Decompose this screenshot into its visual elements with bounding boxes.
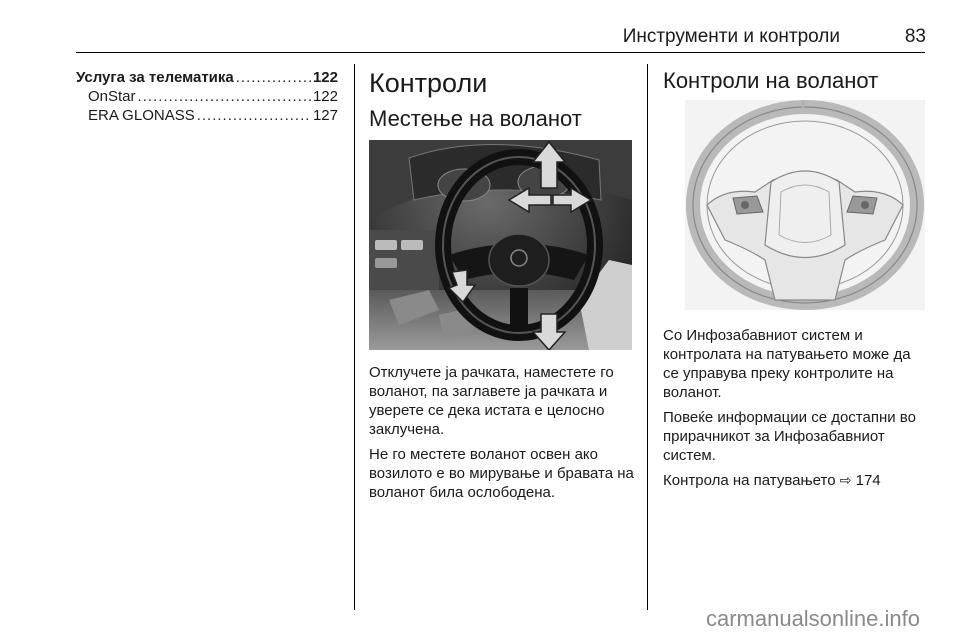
subsection-title: Местење на воланот (369, 106, 582, 131)
section-title: Контроли (369, 68, 488, 98)
paragraph: Не го местете воланот освен ако возилото е во мирување и бравата на воланот била ослободена. (369, 446, 634, 501)
header-rule (76, 52, 925, 53)
reference-text: Контрола на патувањето (663, 472, 836, 489)
page-number: 83 (904, 26, 926, 47)
toc-page-number: 127 (312, 107, 338, 124)
reference-page: 174 (855, 472, 881, 489)
watermark: carmanualsonline.info (705, 606, 920, 631)
steering-adjustment-text (369, 363, 635, 508)
toc-item-onstar[interactable] (76, 87, 338, 106)
toc-leader-dots (197, 106, 311, 125)
page-reference-icon: ⇨ (839, 472, 852, 488)
steering-adjustment-photo (369, 140, 632, 350)
toc-label: OnStar (88, 88, 136, 105)
steering-controls-text (663, 326, 929, 496)
toc-label: ERA GLONASS (88, 107, 195, 124)
paragraph: Повеќе информации се достапни во прирачникот за Инфозабавниот систем. (663, 409, 916, 464)
toc-page-number: 122 (312, 88, 338, 105)
toc-label: Услуга за телематика (76, 69, 234, 86)
paragraph: Со Инфозабавниот систем и контролата на патувањето може да се управува преку контролите на воланот. (663, 327, 911, 401)
cruise-control-reference[interactable] (663, 471, 929, 490)
column-divider-2 (647, 64, 648, 610)
steering-adjustment-illustration (369, 140, 632, 350)
table-of-contents (76, 68, 338, 125)
steering-wheel-illustration (685, 100, 925, 310)
paragraph: Отклучете ја рачката, наместете го воланот, па заглавете ја рачката и уверете се дека истата е целосно заклучена. (369, 364, 614, 438)
toc-leader-dots (236, 68, 311, 87)
toc-leader-dots (138, 87, 311, 106)
steering-wheel-icon (685, 100, 925, 310)
toc-item-era-glonass[interactable] (76, 106, 338, 125)
page-header-title: Инструменти и контроли (622, 26, 840, 47)
steering-controls-title: Контроли на воланот (663, 68, 879, 93)
toc-item-telematics[interactable] (76, 68, 338, 87)
toc-page-number: 122 (312, 69, 338, 86)
column-divider-1 (354, 64, 355, 610)
